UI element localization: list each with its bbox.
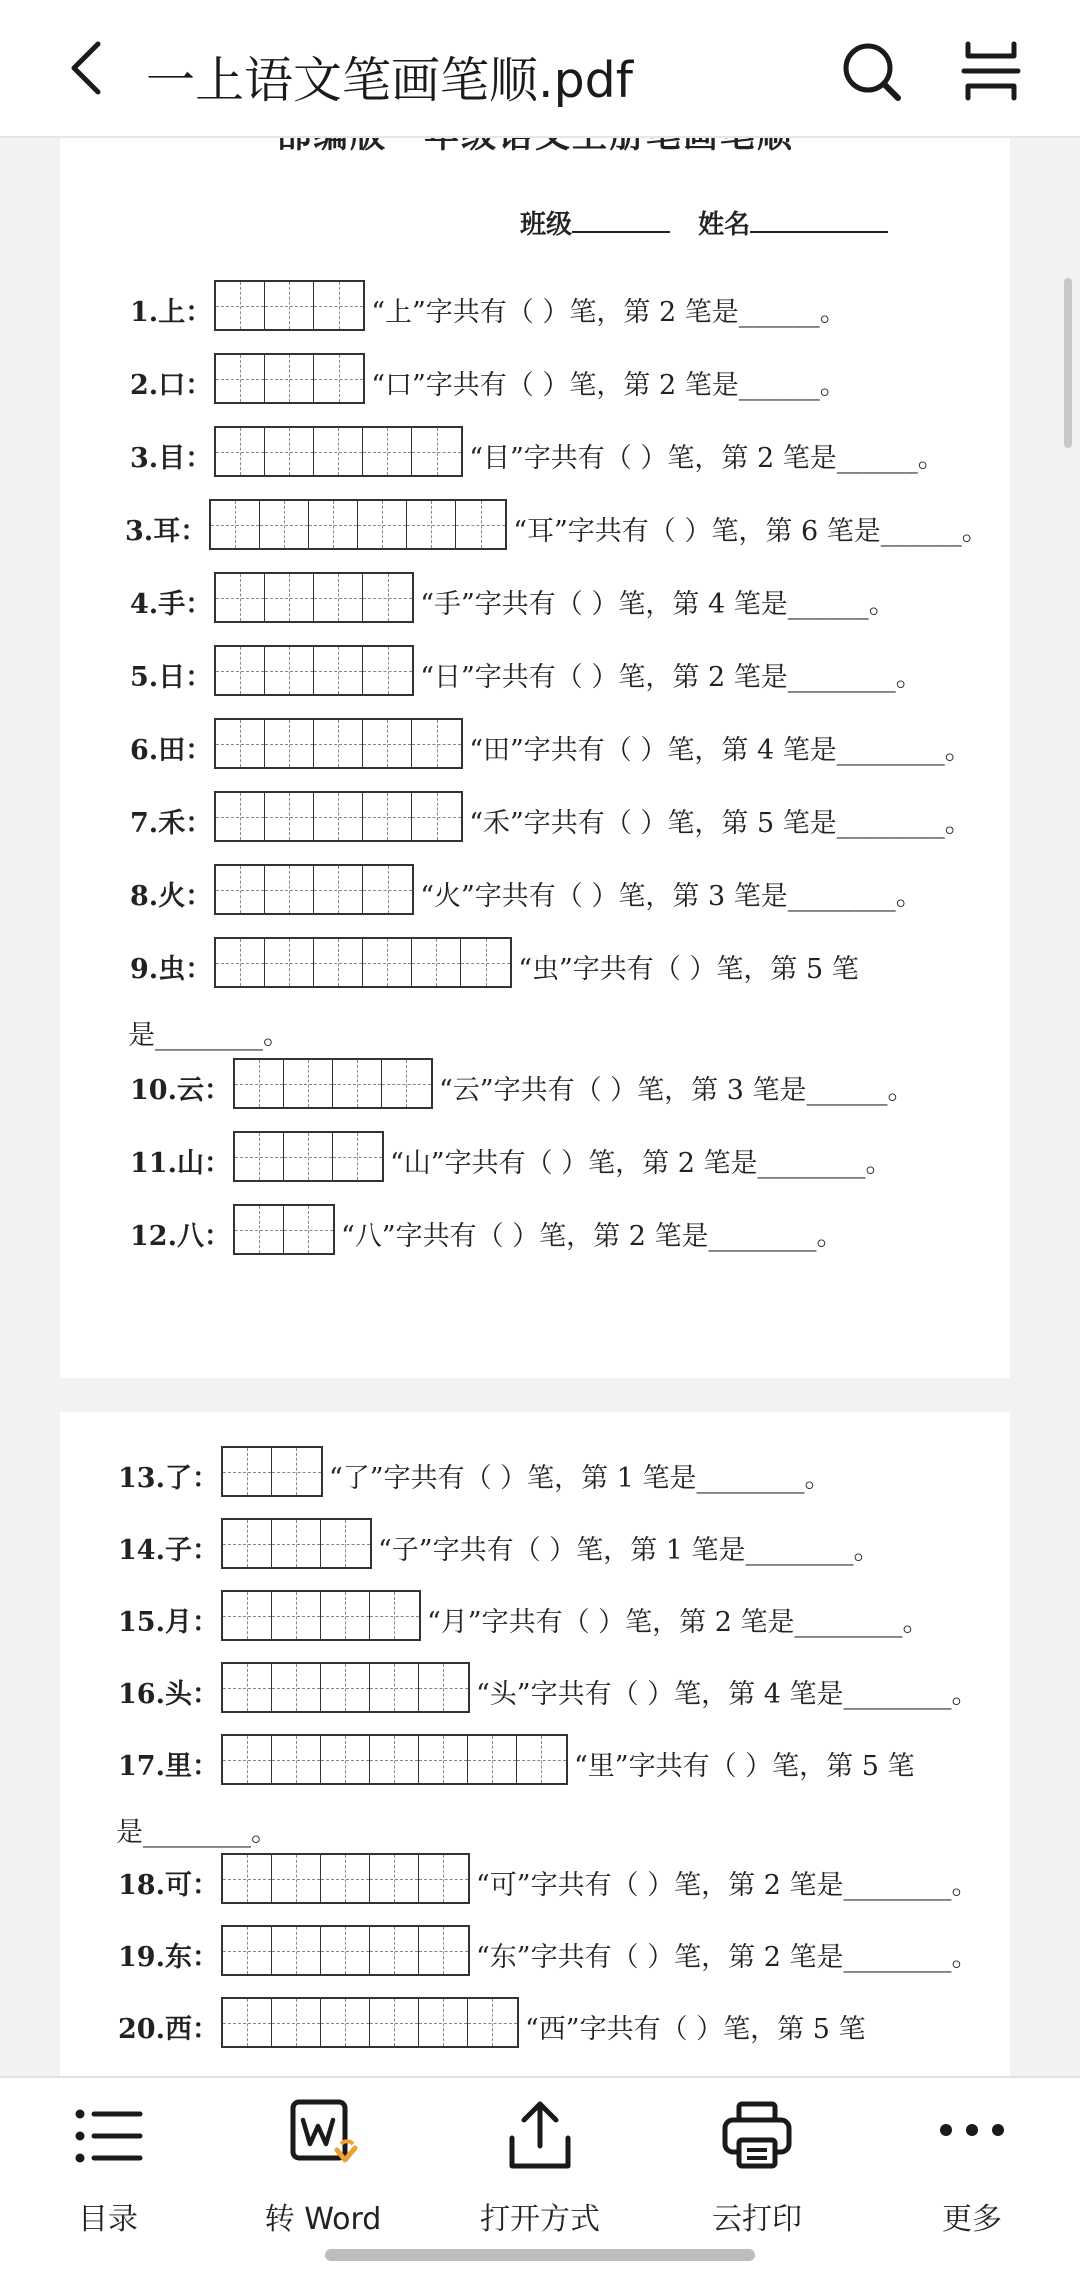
grid-cell [216, 866, 265, 913]
question-colon: ： [191, 1679, 219, 1710]
grid-cell [216, 428, 265, 475]
question-colon: ： [185, 881, 213, 912]
question-colon: ： [191, 1942, 219, 1973]
question-row [118, 1861, 979, 1912]
question-char: 里 [164, 1751, 192, 1782]
grid-cell [370, 1855, 419, 1902]
grid-cell [216, 939, 265, 986]
grid-cell [216, 282, 265, 329]
question-text: “头”字共有（ ）笔，第 4 笔是________。 [475, 1679, 979, 1710]
question-continuation: 是________。 [128, 1020, 290, 1051]
question-colon: ： [191, 2014, 219, 2045]
question-text: “田”字共有（ ）笔，第 4 笔是________。 [469, 735, 972, 766]
grid-cell [265, 355, 314, 402]
question-number: 11. [130, 1148, 177, 1179]
grid-cell [314, 720, 363, 767]
question-char: 耳 [153, 516, 181, 547]
grid-cell [333, 1133, 382, 1180]
question-char: 禾 [158, 808, 186, 839]
question-number: 13. [118, 1463, 165, 1494]
grid-cell [284, 1133, 333, 1180]
question-colon: ： [185, 589, 213, 620]
question-row [118, 2005, 866, 2056]
more-button[interactable] [872, 2098, 1072, 2238]
grid-cell [468, 1736, 517, 1783]
question-char: 头 [164, 1679, 192, 1710]
name-label: 姓名 [698, 210, 751, 240]
question-number: 16. [118, 1679, 165, 1710]
question-colon: ： [185, 954, 213, 985]
question-char: 山 [176, 1148, 204, 1179]
pdf-page-1 [60, 98, 1010, 1378]
question-colon: ： [185, 735, 213, 766]
writing-grid [221, 1853, 470, 1904]
writing-grid [221, 1925, 470, 1976]
question-colon: ： [185, 370, 213, 401]
question-row [130, 653, 923, 704]
fold-icon[interactable] [958, 38, 1024, 104]
question-colon: ： [185, 297, 213, 328]
question-colon: ： [203, 1075, 231, 1106]
question-number: 20. [118, 2014, 165, 2045]
grid-cell [272, 1855, 321, 1902]
question-char: 口 [158, 370, 186, 401]
top-bar [0, 0, 1080, 138]
printer-icon [719, 2098, 795, 2174]
grid-cell [321, 1999, 370, 2046]
writing-grid [214, 645, 414, 696]
grid-cell [216, 355, 265, 402]
question-text: “虫”字共有（ ）笔，第 5 笔 [518, 954, 859, 985]
question-char: 虫 [158, 954, 186, 985]
grid-cell [223, 1736, 272, 1783]
question-row [130, 434, 945, 485]
question-number: 8. [130, 881, 159, 912]
question-number: 18. [118, 1870, 165, 1901]
grid-cell [265, 647, 314, 694]
question-colon: ： [191, 1751, 219, 1782]
grid-cell [216, 647, 265, 694]
toc-label: 目录 [78, 2202, 138, 2237]
question-number: 7. [130, 808, 159, 839]
question-char: 田 [158, 735, 186, 766]
question-row [130, 288, 847, 339]
grid-cell [272, 1927, 321, 1974]
question-number: 3. [125, 516, 154, 547]
grid-cell [321, 1927, 370, 1974]
question-number: 5. [130, 662, 159, 693]
question-text: “手”字共有（ ）笔，第 4 笔是______。 [420, 589, 896, 620]
question-text: “口”字共有（ ）笔，第 2 笔是______。 [371, 370, 847, 401]
question-colon: ： [185, 443, 213, 474]
question-text: “禾”字共有（ ）笔，第 5 笔是________。 [469, 808, 972, 839]
cloud-print-button[interactable] [657, 2098, 857, 2238]
grid-cell [314, 428, 363, 475]
grid-cell [321, 1520, 370, 1567]
question-char: 月 [164, 1607, 192, 1638]
grid-cell [265, 720, 314, 767]
question-colon: ： [185, 662, 213, 693]
grid-cell [407, 501, 456, 548]
grid-cell [272, 1664, 321, 1711]
question-text: “耳”字共有（ ）笔，第 6 笔是______。 [513, 516, 989, 547]
question-text: “子”字共有（ ）笔，第 1 笔是________。 [377, 1535, 881, 1566]
grid-cell [321, 1855, 370, 1902]
writing-grid [233, 1058, 433, 1109]
back-chevron-icon[interactable] [58, 36, 122, 100]
grid-cell [314, 939, 363, 986]
writing-grid [221, 1997, 519, 2048]
grid-cell [260, 501, 309, 548]
question-number: 6. [130, 735, 159, 766]
question-text: “云”字共有（ ）笔，第 3 笔是______。 [438, 1075, 915, 1106]
grid-cell [363, 720, 412, 767]
question-row [125, 507, 989, 558]
question-colon: ： [191, 1607, 219, 1638]
grid-cell [265, 939, 314, 986]
grid-cell [314, 282, 363, 329]
pdf-viewer[interactable] [0, 138, 1080, 2076]
question-text: “日”字共有（ ）笔，第 2 笔是________。 [420, 662, 923, 693]
question-colon: ： [203, 1221, 231, 1252]
question-number: 9. [130, 954, 159, 985]
question-row [118, 1454, 832, 1505]
grid-cell [419, 1999, 468, 2046]
grid-cell [517, 1736, 566, 1783]
grid-cell [314, 355, 363, 402]
question-number: 12. [130, 1221, 177, 1252]
open-with-label: 打开方式 [480, 2202, 600, 2237]
grid-cell [272, 1736, 321, 1783]
question-char: 了 [164, 1463, 192, 1494]
grid-cell [265, 793, 314, 840]
grid-cell [216, 574, 265, 621]
question-text: “月”字共有（ ）笔，第 2 笔是________。 [426, 1607, 930, 1638]
question-number: 17. [118, 1751, 165, 1782]
grid-cell [223, 1927, 272, 1974]
question-row [130, 799, 972, 850]
grid-cell [321, 1592, 370, 1639]
writing-grid [214, 280, 365, 331]
grid-cell [419, 1664, 468, 1711]
grid-cell [321, 1736, 370, 1783]
grid-cell [382, 1060, 431, 1107]
question-char: 东 [164, 1942, 192, 1973]
grid-cell [363, 866, 412, 913]
question-number: 19. [118, 1942, 165, 1973]
grid-cell [223, 1592, 272, 1639]
question-number: 1. [130, 297, 159, 328]
writing-grid [214, 937, 512, 988]
open-with-button[interactable] [440, 2098, 640, 2238]
grid-cell [363, 939, 412, 986]
writing-grid [221, 1590, 421, 1641]
question-row [130, 872, 923, 923]
grid-cell [272, 1520, 321, 1567]
grid-cell [265, 282, 314, 329]
grid-cell [370, 1736, 419, 1783]
grid-cell [419, 1855, 468, 1902]
grid-cell [223, 1855, 272, 1902]
grid-cell [265, 866, 314, 913]
writing-grid [214, 572, 414, 623]
question-continuation: 是________。 [116, 1817, 278, 1848]
question-number: 4. [130, 589, 159, 620]
question-number: 3. [130, 443, 159, 474]
grid-cell [223, 1999, 272, 2046]
grid-cell [370, 1927, 419, 1974]
grid-cell [363, 428, 412, 475]
grid-cell [284, 1060, 333, 1107]
question-text: “了”字共有（ ）笔，第 1 笔是________。 [328, 1463, 832, 1494]
question-number: 15. [118, 1607, 165, 1638]
question-char: 云 [176, 1075, 204, 1106]
question-row [118, 1742, 915, 1793]
convert-word-icon [285, 2098, 361, 2174]
grid-cell [363, 574, 412, 621]
document-title: 一上语文笔画笔顺.pdf [146, 52, 634, 109]
question-text: “目”字共有（ ）笔，第 2 笔是______。 [469, 443, 945, 474]
question-text: “八”字共有（ ）笔，第 2 笔是________。 [340, 1221, 844, 1252]
writing-grid [214, 718, 463, 769]
writing-grid [214, 426, 463, 477]
grid-cell [419, 1927, 468, 1974]
scrollbar[interactable] [1064, 278, 1072, 448]
question-char: 手 [158, 589, 186, 620]
grid-cell [314, 793, 363, 840]
question-text: “上”字共有（ ）笔，第 2 笔是______。 [371, 297, 847, 328]
grid-cell [235, 1206, 284, 1253]
question-text: “可”字共有（ ）笔，第 2 笔是________。 [475, 1870, 979, 1901]
grid-cell [370, 1999, 419, 2046]
grid-cell [223, 1664, 272, 1711]
grid-cell [412, 720, 461, 767]
grid-cell [314, 647, 363, 694]
grid-cell [370, 1592, 419, 1639]
home-indicator[interactable] [325, 2249, 755, 2261]
question-row [118, 1526, 881, 1577]
grid-cell [456, 501, 505, 548]
grid-cell [314, 866, 363, 913]
grid-cell [468, 1999, 517, 2046]
class-label: 班级 [520, 210, 573, 240]
grid-cell [309, 501, 358, 548]
question-colon: ： [203, 1148, 231, 1179]
question-colon: ： [191, 1870, 219, 1901]
writing-grid [214, 791, 463, 842]
question-row [130, 945, 859, 996]
question-char: 上 [158, 297, 186, 328]
grid-cell [216, 720, 265, 767]
grid-cell [223, 1520, 272, 1567]
writing-grid [221, 1734, 568, 1785]
grid-cell [419, 1736, 468, 1783]
class-name-line [520, 204, 888, 241]
question-number: 2. [130, 370, 159, 401]
grid-cell [211, 501, 260, 548]
grid-cell [412, 939, 461, 986]
writing-grid [233, 1204, 335, 1255]
question-text: “东”字共有（ ）笔，第 2 笔是________。 [475, 1942, 979, 1973]
grid-cell [235, 1133, 284, 1180]
pdf-page-2 [60, 1412, 1010, 2112]
question-number: 10. [130, 1075, 177, 1106]
grid-cell [412, 793, 461, 840]
question-char: 八 [176, 1221, 204, 1252]
question-char: 目 [158, 443, 186, 474]
grid-cell [363, 793, 412, 840]
writing-grid [221, 1446, 323, 1497]
name-blank [750, 209, 888, 233]
question-row [130, 1066, 915, 1117]
toc-button[interactable] [8, 2098, 208, 2238]
question-char: 可 [164, 1870, 192, 1901]
question-text: “里”字共有（ ）笔，第 5 笔 [573, 1751, 915, 1782]
share-icon [502, 2098, 578, 2174]
grid-cell [235, 1060, 284, 1107]
grid-cell [358, 501, 407, 548]
question-row [130, 361, 847, 412]
question-colon: ： [185, 808, 213, 839]
grid-cell [265, 428, 314, 475]
question-colon: ： [191, 1535, 219, 1566]
grid-cell [272, 1999, 321, 2046]
class-blank [572, 209, 670, 233]
convert-word-label: 转 Word [264, 2202, 382, 2237]
grid-cell [223, 1448, 272, 1495]
grid-cell [412, 428, 461, 475]
cloud-print-label: 云打印 [712, 2202, 802, 2237]
question-text: “火”字共有（ ）笔，第 3 笔是________。 [420, 881, 923, 912]
question-colon: ： [191, 1463, 219, 1494]
question-char: 日 [158, 662, 186, 693]
grid-cell [284, 1206, 333, 1253]
writing-grid [214, 864, 414, 915]
question-row [118, 1598, 930, 1649]
question-char: 子 [164, 1535, 192, 1566]
more-label: 更多 [942, 2202, 1002, 2237]
search-icon[interactable] [838, 38, 904, 104]
question-row [130, 1139, 893, 1190]
question-char: 火 [158, 881, 186, 912]
grid-cell [363, 647, 412, 694]
writing-grid [233, 1131, 384, 1182]
grid-cell [461, 939, 510, 986]
question-char: 西 [164, 2014, 192, 2045]
writing-grid [221, 1518, 372, 1569]
question-colon: ： [180, 516, 208, 547]
question-text: “山”字共有（ ）笔，第 2 笔是________。 [389, 1148, 893, 1179]
grid-cell [265, 574, 314, 621]
question-row [118, 1670, 979, 1721]
question-row [130, 1212, 844, 1263]
more-icon [934, 2098, 1010, 2174]
question-row [130, 726, 972, 777]
question-row [130, 580, 896, 631]
writing-grid [209, 499, 507, 550]
grid-cell [272, 1448, 321, 1495]
grid-cell [272, 1592, 321, 1639]
convert-word-button[interactable] [223, 2098, 423, 2238]
grid-cell [216, 793, 265, 840]
writing-grid [214, 353, 365, 404]
question-number: 14. [118, 1535, 165, 1566]
grid-cell [333, 1060, 382, 1107]
list-icon [70, 2098, 146, 2174]
grid-cell [370, 1664, 419, 1711]
grid-cell [321, 1664, 370, 1711]
grid-cell [314, 574, 363, 621]
question-row [118, 1933, 979, 1984]
writing-grid [221, 1662, 470, 1713]
question-text: “西”字共有（ ）笔，第 5 笔 [524, 2014, 866, 2045]
